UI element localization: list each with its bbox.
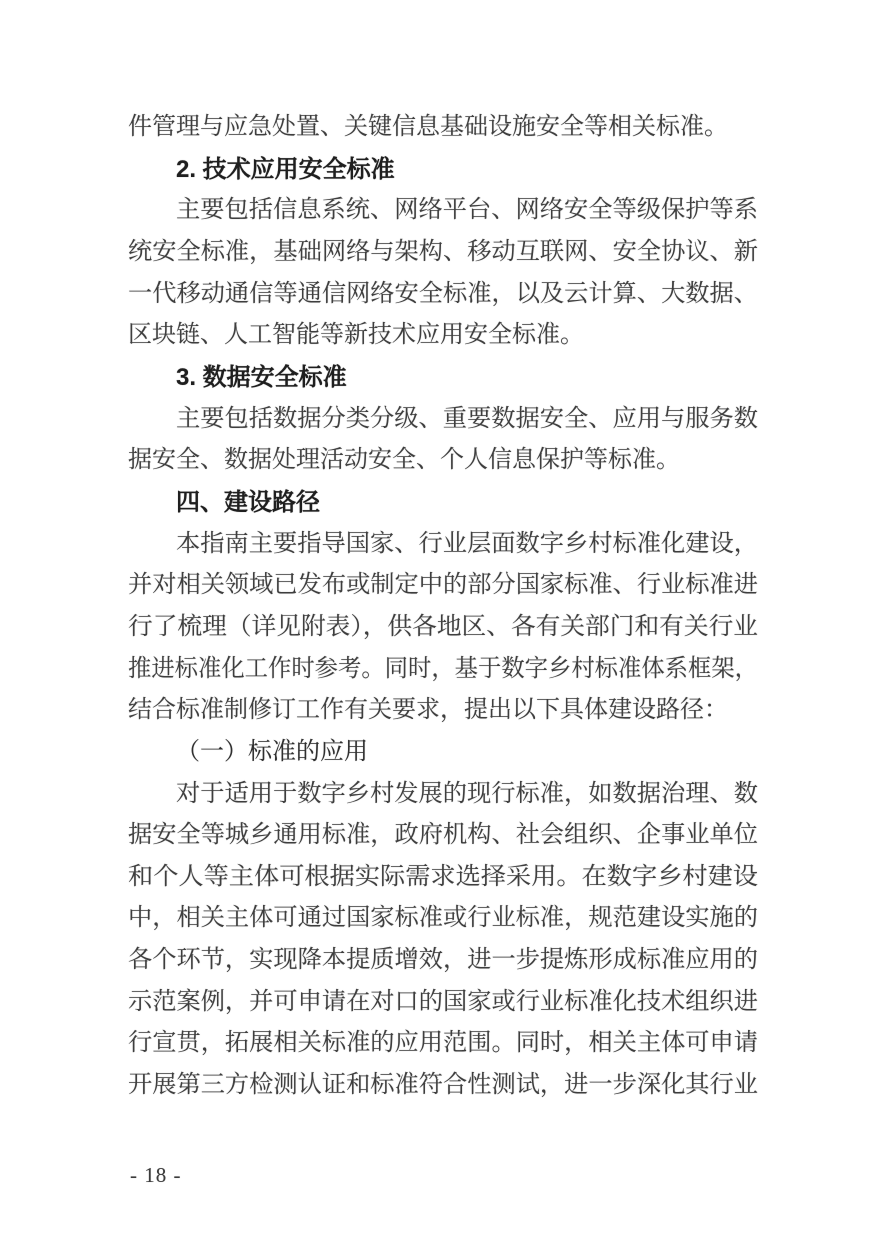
- text-line-content: 统安全标准，基础网络与架构、移动互联网、安全协议、新: [128, 238, 758, 265]
- text-line-content: 结合标准制修订工作有关要求，提出以下具体建设路径：: [128, 697, 728, 724]
- text-line-content: 行宣贯，拓展相关标准的应用范围。同时，相关主体可申请: [128, 1030, 758, 1057]
- text-line-content: 并对相关领域已发布或制定中的部分国家标准、行业标准进: [128, 572, 758, 599]
- text-line-content: 各个环节，实现降本提质增效，进一步提炼形成标准应用的: [128, 947, 758, 974]
- text-line-content: 行了梳理（详见附表），供各地区、各有关部门和有关行业: [128, 613, 758, 640]
- text-line-content: 推进标准化工作时参考。同时，基于数字乡村标准体系框架，: [128, 655, 758, 682]
- text-line-content: 3. 数据安全标准: [176, 363, 347, 391]
- text-line-content: 一代移动通信等通信网络安全标准，以及云计算、大数据、: [128, 280, 758, 307]
- text-line: [128, 274, 758, 316]
- text-line-content: （一）标准的应用: [176, 738, 368, 765]
- text-line-content: 据安全等城乡通用标准，政府机构、社会组织、企事业单位: [128, 822, 758, 849]
- text-line: [128, 190, 758, 232]
- text-line: [128, 232, 758, 274]
- text-line-content: 主要包括数据分类分级、重要数据安全、应用与服务数: [176, 405, 758, 432]
- text-line-content: 对于适用于数字乡村发展的现行标准，如数据治理、数: [176, 780, 758, 807]
- text-line: [128, 815, 758, 857]
- text-line: [128, 107, 758, 149]
- text-line-content: 本指南主要指导国家、行业层面数字乡村标准化建设，: [176, 530, 758, 557]
- text-line-content: 据安全、数据处理活动安全、个人信息保护等标准。: [128, 447, 680, 474]
- text-line-content: 2. 技术应用安全标准: [176, 155, 395, 183]
- text-line-content: 示范案例，并可申请在对口的国家或行业标准化技术组织进: [128, 988, 758, 1015]
- text-line: [128, 690, 758, 732]
- text-line: [128, 399, 758, 441]
- text-line: [128, 774, 758, 816]
- text-line: [128, 315, 758, 357]
- text-line: [128, 982, 758, 1024]
- text-line: [128, 440, 758, 482]
- section-heading: [128, 732, 758, 774]
- text-line: [128, 1023, 758, 1065]
- text-line: [128, 524, 758, 566]
- text-line-content: 开展第三方检测认证和标准符合性测试，进一步深化其行业: [128, 1072, 758, 1099]
- text-line: [128, 565, 758, 607]
- text-line-content: 主要包括信息系统、网络平台、网络安全等级保护等系: [176, 197, 758, 224]
- text-line-content: 区块链、人工智能等新技术应用安全标准。: [128, 322, 584, 349]
- page-number: - 18 -: [130, 1163, 182, 1187]
- text-line: [128, 649, 758, 691]
- section-heading: [128, 482, 758, 524]
- text-line-content: 中，相关主体可通过国家标准或行业标准，规范建设实施的: [128, 905, 758, 932]
- text-line: [128, 607, 758, 649]
- text-block: [128, 107, 758, 1107]
- text-line: [128, 1065, 758, 1107]
- text-line: [128, 940, 758, 982]
- text-line-content: 和个人等主体可根据实际需求选择采用。在数字乡村建设: [128, 863, 758, 890]
- text-line: [128, 898, 758, 940]
- text-line-content: 件管理与应急处置、关键信息基础设施安全等相关标准。: [128, 114, 728, 140]
- text-line-content: 四、建设路径: [176, 488, 320, 516]
- section-heading: [128, 149, 758, 191]
- section-heading: [128, 357, 758, 399]
- text-line: [128, 857, 758, 899]
